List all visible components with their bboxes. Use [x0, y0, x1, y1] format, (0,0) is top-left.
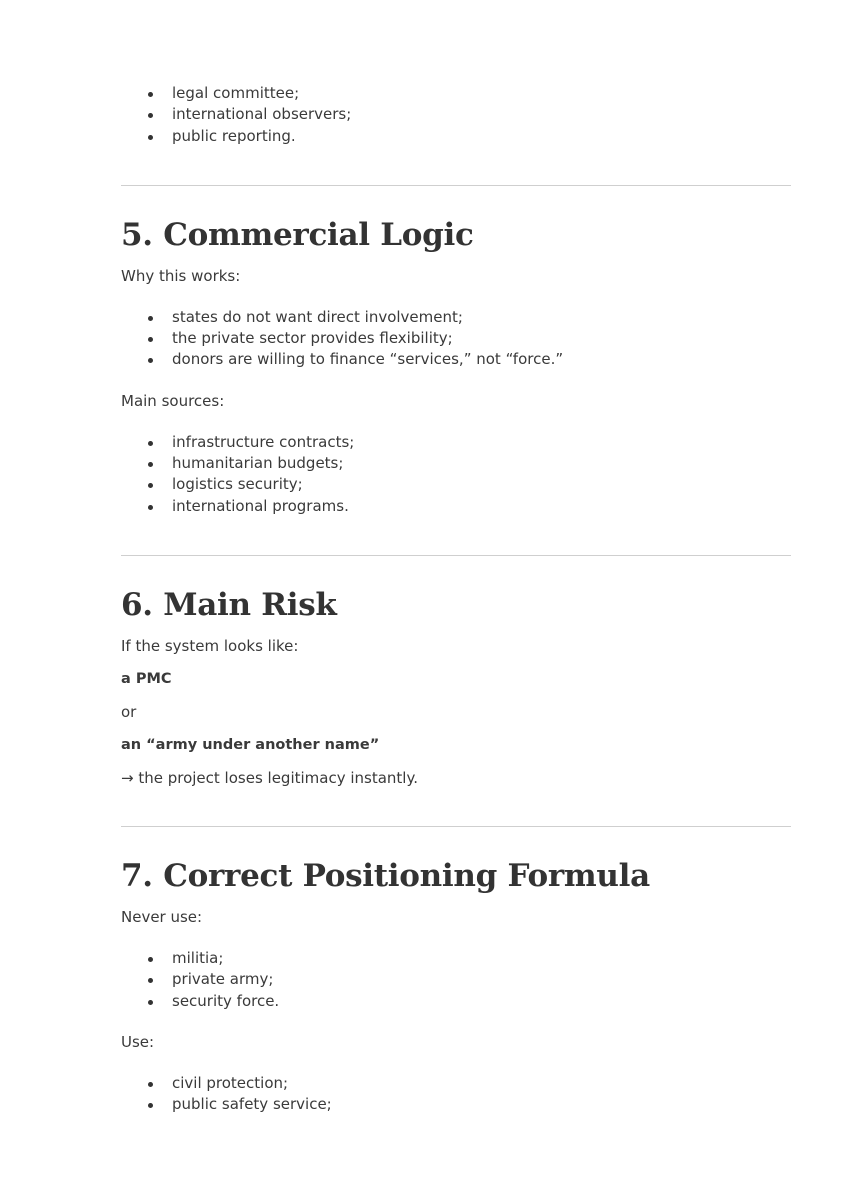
list-item: infrastructure contracts; — [148, 432, 791, 453]
use-label: Use: — [121, 1032, 155, 1051]
list-item: states do not want direct involvement; — [148, 307, 791, 328]
section-6-heading: 6. Main Risk — [121, 586, 337, 623]
section-divider — [121, 826, 791, 827]
list-item: security force. — [148, 991, 791, 1012]
list-item: the private sector provides flexibility; — [148, 328, 791, 349]
never-label: Never use: — [121, 907, 203, 926]
list-item: private army; — [148, 969, 791, 990]
section-divider — [121, 185, 791, 186]
list-item: donors are willing to finance “services,” not “force.” — [148, 349, 791, 370]
risk-consequence: → the project loses legitimacy instantly. — [121, 768, 418, 787]
list-item: militia; — [148, 948, 791, 969]
list-item: public safety service; — [148, 1094, 791, 1115]
section-7-heading: 7. Correct Positioning Formula — [121, 857, 650, 894]
list-item: public reporting. — [148, 126, 791, 147]
intro-bullet-list — [121, 83, 791, 147]
sources-bullet-list — [121, 432, 791, 517]
risk-option-a: a PMC — [121, 670, 172, 687]
risk-intro: If the system looks like: — [121, 636, 299, 655]
section-divider — [121, 555, 791, 556]
use-bullet-list — [121, 1073, 791, 1116]
never-bullet-list — [121, 948, 791, 1012]
section-5-heading: 5. Commercial Logic — [121, 216, 474, 253]
why-bullet-list — [121, 307, 791, 371]
why-label: Why this works: — [121, 266, 241, 285]
risk-or: or — [121, 702, 137, 721]
list-item: international programs. — [148, 496, 791, 517]
risk-option-b: an “army under another name” — [121, 736, 380, 753]
list-item: civil protection; — [148, 1073, 791, 1094]
list-item: logistics security; — [148, 474, 791, 495]
list-item: humanitarian budgets; — [148, 453, 791, 474]
list-item: legal committee; — [148, 83, 791, 104]
sources-label: Main sources: — [121, 391, 225, 410]
document-page — [121, 80, 791, 1115]
list-item: international observers; — [148, 104, 791, 125]
